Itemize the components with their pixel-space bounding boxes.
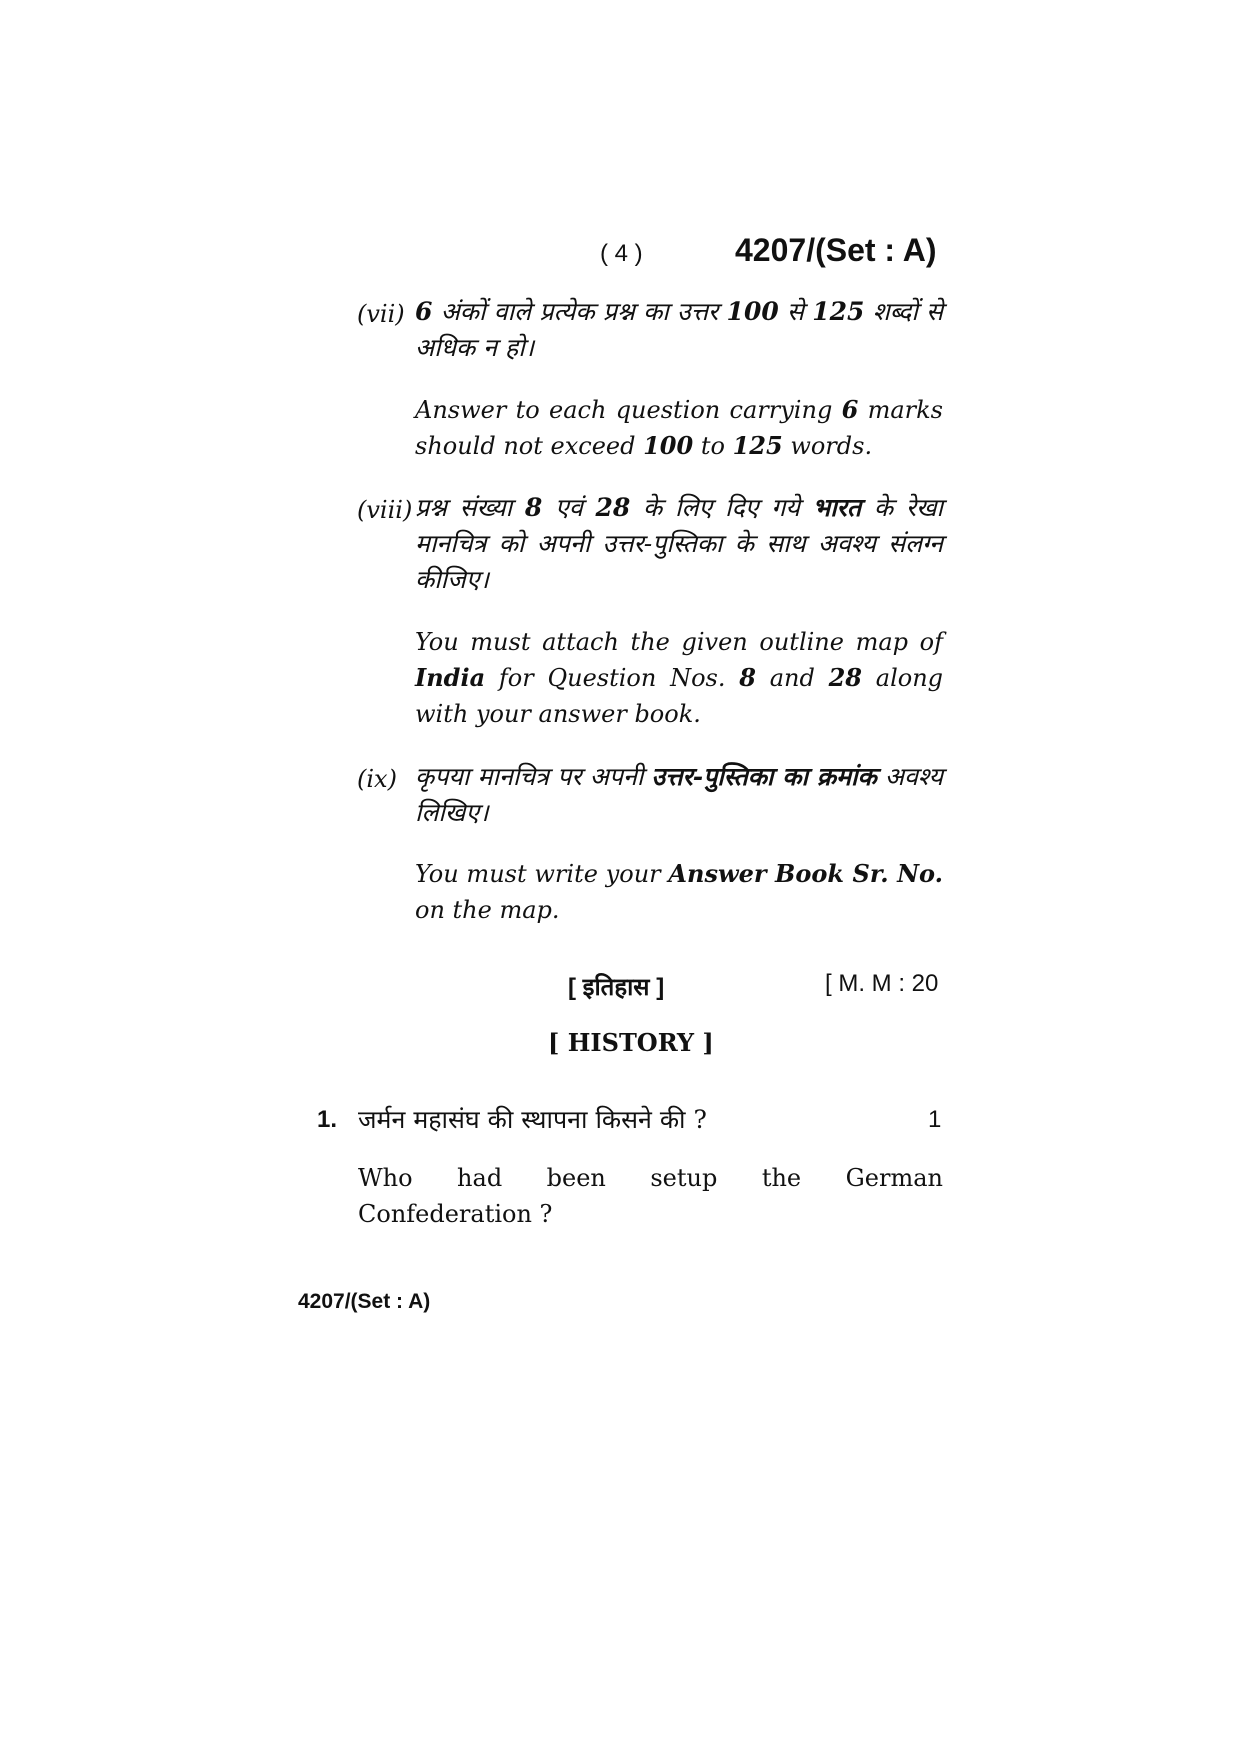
paper-code-footer: 4207/(Set : A) (298, 1290, 431, 1313)
word: had (457, 1164, 503, 1192)
bold-text: 8 (524, 493, 543, 522)
word: been (546, 1164, 606, 1192)
bold-text: Answer Book Sr. No. (668, 859, 943, 888)
instruction-number: (ix) (357, 765, 397, 793)
bold-text: India (415, 663, 486, 692)
bold-text: 6 (415, 297, 433, 326)
question-marks: 1 (928, 1106, 942, 1133)
bold-text: भारत (812, 493, 862, 522)
word: Who (358, 1164, 413, 1192)
section-title-english: [ HISTORY ] (548, 1028, 714, 1057)
paper-code-header: 4207/(Set : A) (735, 232, 937, 268)
bold-text: 28 (828, 663, 862, 692)
instruction-hindi-text: कृपया मानचित्र पर अपनी उत्तर-पुस्तिका का क्रमांक अवश्य लिखिए। (415, 762, 943, 827)
instruction-english-text: You must attach the given outline map of India for Question Nos. 8 and 28 along with your answer book. (415, 628, 944, 728)
bold-text: 28 (595, 493, 631, 522)
question-english-line (358, 1160, 943, 1196)
page-number: ( 4 ) (600, 240, 643, 267)
section-title-hindi: [ इतिहास ] (568, 974, 665, 1001)
instruction-english-text: Answer to each question carrying 6 marks should not exceed 100 to 125 words. (415, 395, 944, 460)
bold-text: उत्तर-पुस्तिका का क्रमांक (651, 762, 877, 791)
instruction-hindi-text: 6 अंकों वाले प्रत्येक प्रश्न का उत्तर 100 से 125 शब्दों से अधिक न हो। (415, 297, 943, 362)
question-number: 1. (317, 1106, 338, 1133)
word: setup (650, 1164, 718, 1192)
bold-text: 125 (812, 297, 865, 326)
word: German (845, 1164, 943, 1192)
bold-text: 6 (841, 395, 859, 424)
bold-text: 125 (732, 431, 783, 460)
word: the (761, 1164, 802, 1192)
bold-text: 100 (643, 431, 694, 460)
instruction-english-text: You must write your Answer Book Sr. No. on the map. (415, 859, 943, 924)
bold-text: 8 (739, 663, 756, 692)
instruction-number: (vii) (357, 300, 405, 328)
bold-text: 100 (726, 297, 779, 326)
max-marks: [ M. M : 20 (825, 970, 939, 997)
question-english-line: Confederation ? (358, 1200, 553, 1228)
instruction-number: (viii) (357, 496, 413, 524)
instruction-hindi-text: प्रश्न संख्या 8 एवं 28 के लिए दिए गये भारत के रेखा मानचित्र को अपनी उत्तर-पुस्तिका के साथ अवश्य संलग्न कीजिए। (415, 493, 943, 594)
question-hindi-text: जर्मन महासंघ की स्थापना किसने की ? (358, 1105, 707, 1134)
question-english-text (358, 1160, 943, 1232)
